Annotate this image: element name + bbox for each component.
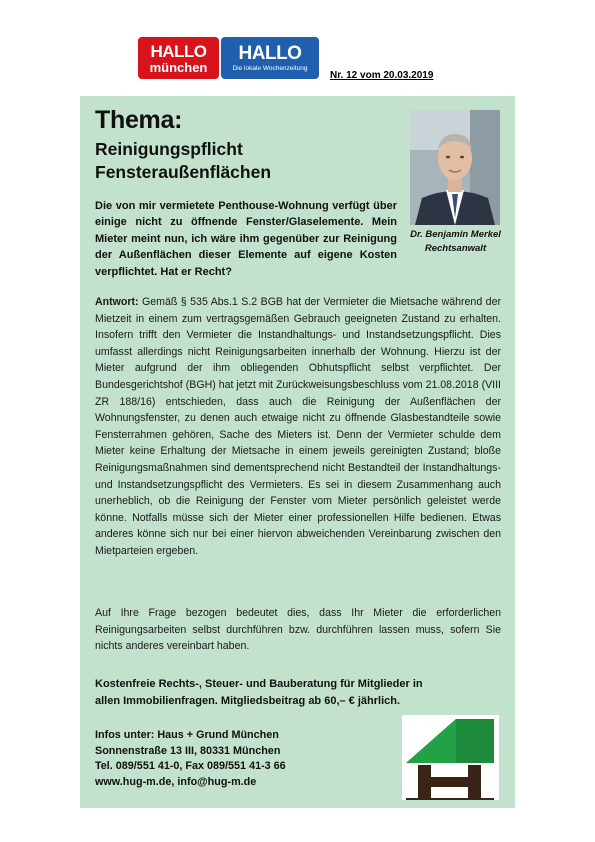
reader-question: Die von mir vermietete Penthouse-Wohnung verfügt über einige nicht zu öffnende Fenster/Glaselemente. Mein Mieter meint nun, ich wäre ihm gegenüber zur Reinigung der Außenflächen dieser Elemente auf eigene Kosten verpflichtet. Hat er Recht? bbox=[95, 200, 397, 278]
logo-red-city: münchen bbox=[149, 59, 208, 75]
answer-body: Gemäß § 535 Abs.1 S.2 BGB hat der Vermieter die Mietsache während der Mietzeit in einem zum vertragsgemäßen Gebrauch geeigneten Zustand zu erhalten. Insofern trifft den Vermieter die Instandhaltungs- und Instandsetzungspflicht. Dies umfasst allerdings nicht Reinigungsarbeiten innerhalb der Wohnung. Hierzu ist der Mieter aufgrund der ihm obliegenden Obhutspflicht selbst verpflichtet. Der Bundesgerichtshof (BGH) hat jetzt mit Zurückweisungsbeschluss vom 21.08.2018 (VIII ZR 188/16) entschieden, dass auch die Reinigung der Außenflächen der Wohnungsfenster, zu denen auch etwaige nicht zu öffnende Glasbestandteile sowie Fensterrahmen gehören, Sache des Mieters ist. Denn der Vermieter schulde dem Mieter keine Erhaltung der Mietsache in einem jeweils gereinigten Zustand; bloße Reinigungsmaßnahmen sind dementsprechend nicht Bestandteil der Instandhaltungs- und Instandsetzungspflicht des Vermieters. Es sei in diesem Zusammenhang auch unerheblich, ob die Reinigung der Fenster vom Mieter persönlich geleistet werde könne. Notfalls müsse sich der Mieter einer professionellen Hilfe bedienen. Etwas anderes könne sich nur bei einer hiervon abweichenden Vereinbarung zwischen den Mietparteien ergeben. bbox=[95, 296, 501, 557]
article-title: Thema: bbox=[95, 106, 183, 134]
contact-line4: www.hug-m.de, info@hug-m.de bbox=[95, 775, 257, 788]
author-role: Rechtsanwalt bbox=[424, 243, 487, 254]
answer-paragraph bbox=[95, 294, 501, 560]
article-subtitle-line2: Fensteraußenflächen bbox=[95, 162, 272, 182]
issue-date: Nr. 12 vom 20.03.2019 bbox=[330, 70, 434, 81]
author-name: Dr. Benjamin Merkel bbox=[410, 229, 501, 240]
answer-lead: Antwort: bbox=[95, 296, 139, 308]
contact-line2: Sonnenstraße 13 III, 80331 München bbox=[95, 744, 281, 757]
author-photo bbox=[410, 110, 500, 225]
contact-info bbox=[95, 728, 385, 790]
hallo-wochenzeitung-logo bbox=[221, 37, 319, 79]
answer-conclusion: Auf Ihre Frage bezogen bedeutet dies, dass Ihr Mieter die erforderlichen Reinigungsarbeiten selbst durchführen bzw. durchführen lassen muss, sofern Sie nichts anderes vereinbart haben. bbox=[95, 607, 501, 653]
hallo-muenchen-logo bbox=[138, 37, 219, 79]
article-subtitle-line1: Reinigungspflicht bbox=[95, 139, 243, 159]
house-logo-icon bbox=[402, 715, 499, 800]
header-logos bbox=[138, 37, 319, 79]
logo-blue-tagline: Die lokale Wochenzeitung bbox=[232, 64, 308, 72]
promo-line1: Kostenfreie Rechts-, Steuer- und Bauberatung für Mitglieder in bbox=[95, 678, 423, 690]
contact-line3: Tel. 089/551 41-0, Fax 089/551 41-3 66 bbox=[95, 760, 286, 773]
promo-line2: allen Immobilienfragen. Mitgliedsbeitrag ab 60,– € jährlich. bbox=[95, 695, 401, 707]
logo-red-word: HALLO bbox=[150, 41, 207, 61]
contact-line1: Infos unter: Haus + Grund München bbox=[95, 729, 279, 741]
logo-blue-word: HALLO bbox=[238, 42, 302, 64]
author-caption bbox=[403, 228, 508, 256]
membership-promo bbox=[95, 676, 501, 710]
